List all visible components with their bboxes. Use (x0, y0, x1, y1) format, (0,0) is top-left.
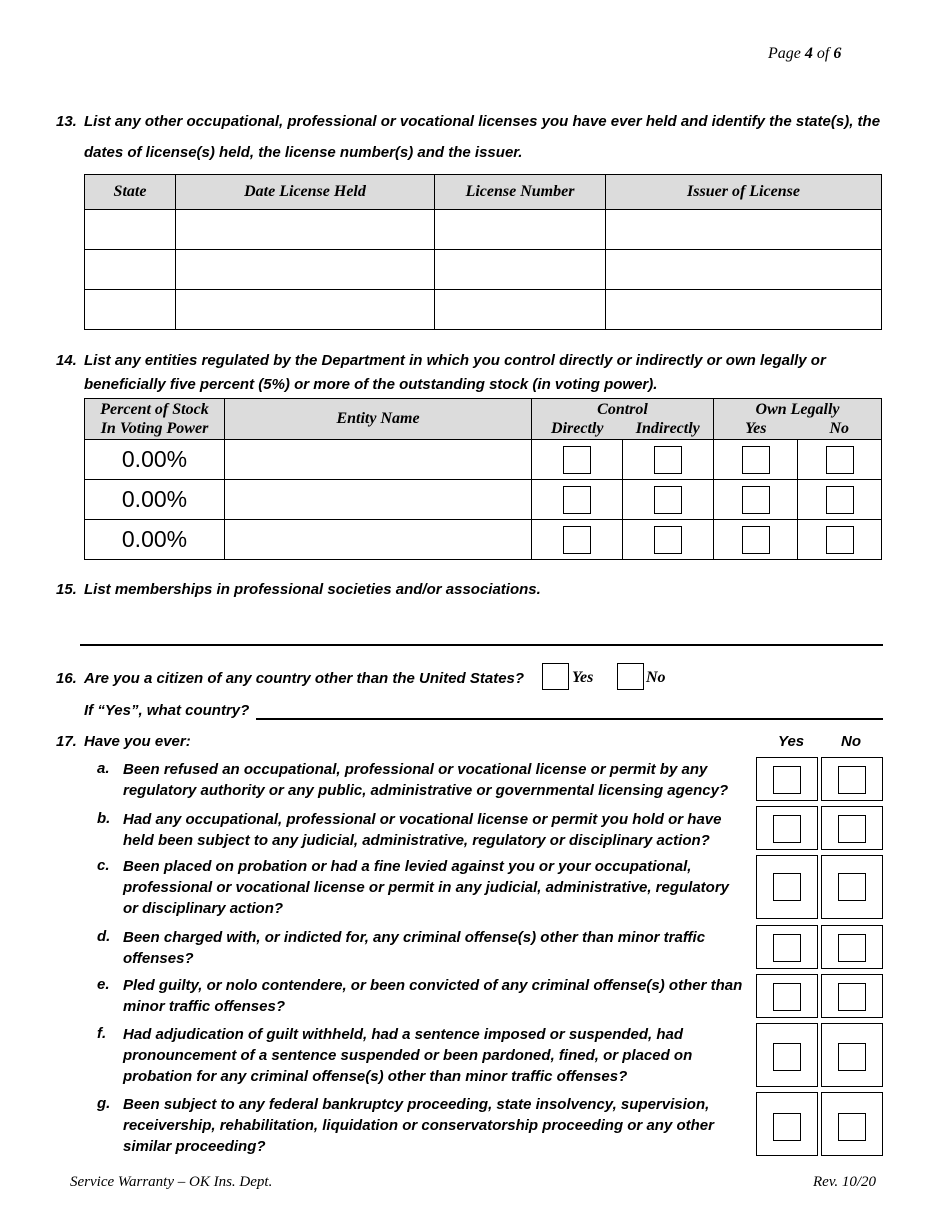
q17-item-letter: d. (97, 928, 111, 945)
q17e-no-checkbox[interactable] (838, 983, 866, 1011)
license-number-cell[interactable] (435, 250, 606, 290)
q17e-yes-checkbox[interactable] (773, 983, 801, 1011)
license-number-cell[interactable] (435, 210, 606, 250)
q14-number: 14. (56, 352, 77, 369)
directly-checkbox[interactable] (563, 446, 591, 474)
q17-item-text: Been subject to any federal bankruptcy proceeding, state insolvency, supervision, receivership, rehabilitation, liquidation or conservatorship proceeding or any other similar proceeding? (123, 1096, 714, 1155)
indirectly-checkbox[interactable] (654, 526, 682, 554)
q17a-yes-box (756, 757, 818, 801)
q17b-no-checkbox[interactable] (838, 815, 866, 843)
own-no-checkbox[interactable] (826, 526, 854, 554)
footer-left: Service Warranty – OK Ins. Dept. (70, 1174, 273, 1190)
col-header-control: Control Directly Indirectly (532, 399, 714, 440)
citizen-no-checkbox[interactable] (617, 663, 644, 690)
q17b-no-box (821, 806, 883, 850)
q17d-yes-box (756, 925, 818, 969)
q15-number: 15. (56, 581, 77, 598)
date-cell[interactable] (176, 290, 435, 330)
citizen-no-label: No (646, 669, 666, 686)
q17-item-letter: a. (97, 760, 110, 777)
state-cell[interactable] (85, 210, 176, 250)
table-row (85, 250, 882, 290)
directly-checkbox[interactable] (563, 486, 591, 514)
q17c-yes-box (756, 855, 818, 919)
q15-text: List memberships in professional societies and/or associations. (84, 581, 541, 598)
q17-item-text: Been charged with, or indicted for, any criminal offense(s) other than minor traffic offenses? (123, 929, 706, 967)
license-number-cell[interactable] (435, 290, 606, 330)
q13-text-line2: dates of license(s) held, the license number(s) and the issuer. (84, 144, 523, 161)
q17f-yes-checkbox[interactable] (773, 1043, 801, 1071)
q17g-no-box (821, 1092, 883, 1156)
q17-no-header: No (841, 733, 861, 750)
q17d-no-box (821, 925, 883, 969)
q17f-no-box (821, 1023, 883, 1087)
col-header-date-license-held: Date License Held (176, 175, 435, 210)
q14-text-line1: List any entities regulated by the Department in which you control directly or indirectly or own legally or (84, 352, 826, 369)
col-header-entity-name: Entity Name (225, 399, 532, 440)
q17d-yes-checkbox[interactable] (773, 934, 801, 962)
q13-number: 13. (56, 113, 77, 130)
date-cell[interactable] (176, 250, 435, 290)
col-header-own-legally: Own Legally Yes No (714, 399, 882, 440)
q17-item-letter: f. (97, 1025, 107, 1042)
entity-name-cell[interactable] (225, 480, 532, 520)
own-no-checkbox[interactable] (826, 446, 854, 474)
q17-yes-header: Yes (778, 733, 805, 750)
q17c-yes-checkbox[interactable] (773, 873, 801, 901)
table-row (85, 210, 882, 250)
date-cell[interactable] (176, 210, 435, 250)
q17g-yes-box (756, 1092, 818, 1156)
footer-right: Rev. 10/20 (813, 1174, 877, 1190)
issuer-cell[interactable] (606, 290, 882, 330)
licenses-table (84, 174, 882, 330)
q17-item-letter: b. (97, 810, 111, 827)
table-row (85, 290, 882, 330)
q16-number: 16. (56, 670, 77, 687)
q17f-yes-box (756, 1023, 818, 1087)
q17d-no-checkbox[interactable] (838, 934, 866, 962)
q17b-yes-box (756, 806, 818, 850)
q17g-no-checkbox[interactable] (838, 1113, 866, 1141)
col-header-license-number: License Number (435, 175, 606, 210)
q13-text-line1: List any other occupational, professional or vocational licenses you have ever held and identify the state(s), the (84, 113, 881, 130)
citizen-yes-label: Yes (572, 669, 594, 686)
table-row (85, 440, 882, 480)
page-number: Page 4 of 6 (768, 45, 842, 62)
q17-item-text: Been refused an occupational, professional or vocational license or permit by any regulatory authority or any public, administrative or governmental licensing agency? (123, 761, 729, 799)
q17e-yes-box (756, 974, 818, 1018)
citizen-yes-checkbox[interactable] (542, 663, 569, 690)
issuer-cell[interactable] (606, 250, 882, 290)
q17c-no-checkbox[interactable] (838, 873, 866, 901)
own-no-checkbox[interactable] (826, 486, 854, 514)
q17-item-letter: g. (97, 1095, 111, 1112)
q17-item-letter: c. (97, 857, 110, 874)
entity-name-cell[interactable] (225, 440, 532, 480)
own-yes-checkbox[interactable] (742, 446, 770, 474)
q17-number: 17. (56, 733, 77, 750)
entities-table (84, 398, 882, 560)
q17a-no-checkbox[interactable] (838, 766, 866, 794)
q17-item-text: Had adjudication of guilt withheld, had a sentence imposed or suspended, had pronouncement of a sentence suspended or been pardoned, fined, or placed on probation for any criminal offense(s) other than minor traffic offenses? (123, 1026, 693, 1085)
entity-name-cell[interactable] (225, 520, 532, 560)
own-yes-checkbox[interactable] (742, 526, 770, 554)
q17a-no-box (821, 757, 883, 801)
q17-item-text: Been placed on probation or had a fine levied against you or your occupational, professional or vocational license or permit in any judicial, administrative, regulatory or disciplinary action? (123, 858, 730, 917)
q14-text-line2: beneficially five percent (5%) or more of the outstanding stock (in voting power). (84, 376, 658, 393)
q17f-no-checkbox[interactable] (838, 1043, 866, 1071)
table-row (85, 480, 882, 520)
issuer-cell[interactable] (606, 210, 882, 250)
q17b-yes-checkbox[interactable] (773, 815, 801, 843)
q17e-no-box (821, 974, 883, 1018)
percent-cell[interactable]: 0.00% (85, 520, 225, 560)
percent-cell[interactable]: 0.00% (85, 480, 225, 520)
q17g-yes-checkbox[interactable] (773, 1113, 801, 1141)
memberships-answer-line[interactable] (80, 644, 883, 646)
q17-item-text: Had any occupational, professional or vocational license or permit you hold or have held been subject to any judicial, administrative, regulatory or disciplinary action? (123, 811, 722, 849)
col-header-percent: Percent of Stock In Voting Power (85, 399, 225, 440)
q16-followup: If “Yes”, what country? (84, 702, 250, 719)
q17-text: Have you ever: (84, 733, 191, 750)
col-header-state: State (85, 175, 176, 210)
q17-item-text: Pled guilty, or nolo contendere, or been convicted of any criminal offense(s) other than minor traffic offenses? (123, 977, 743, 1015)
state-cell[interactable] (85, 250, 176, 290)
q17c-no-box (821, 855, 883, 919)
own-yes-checkbox[interactable] (742, 486, 770, 514)
table-row (85, 520, 882, 560)
q16-text: Are you a citizen of any country other than the United States? (84, 670, 525, 687)
percent-cell[interactable]: 0.00% (85, 440, 225, 480)
col-header-issuer-of-license: Issuer of License (606, 175, 882, 210)
country-answer-line[interactable] (256, 718, 883, 720)
state-cell[interactable] (85, 290, 176, 330)
indirectly-checkbox[interactable] (654, 486, 682, 514)
q17a-yes-checkbox[interactable] (773, 766, 801, 794)
indirectly-checkbox[interactable] (654, 446, 682, 474)
q17-item-letter: e. (97, 976, 110, 993)
directly-checkbox[interactable] (563, 526, 591, 554)
